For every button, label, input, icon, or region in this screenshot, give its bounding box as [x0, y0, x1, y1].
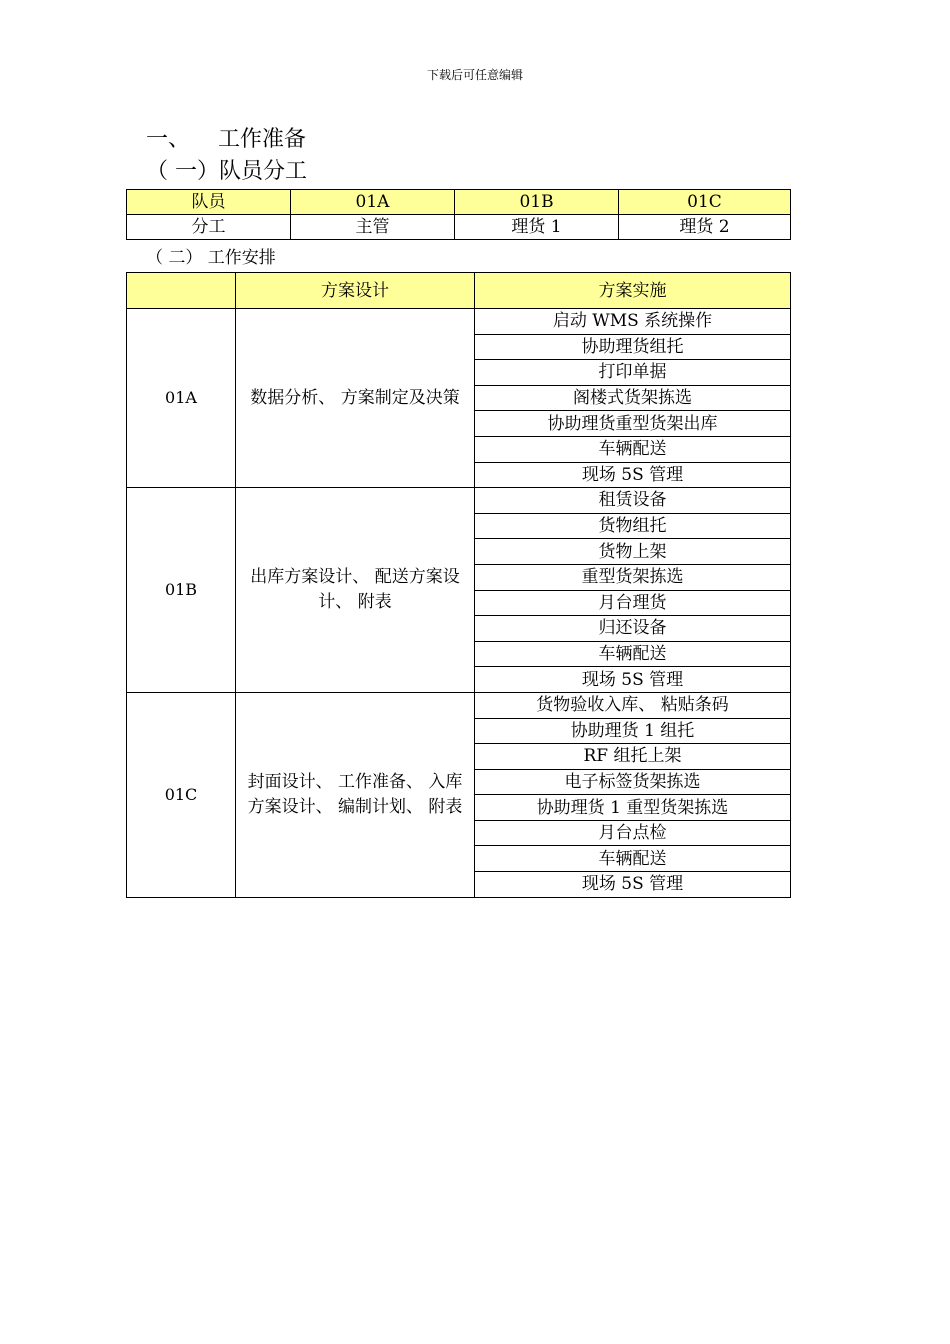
members-header-cell: 01C	[619, 190, 791, 215]
schedule-header-cell: 方案设计	[236, 273, 475, 309]
section-title: 工作准备	[218, 127, 307, 152]
schedule-task-cell: 协助理货 1 组托	[475, 718, 791, 744]
members-header-cell: 队员	[127, 190, 291, 215]
schedule-row	[127, 488, 791, 514]
members-role-cell: 理货 1	[455, 215, 619, 240]
members-table	[126, 189, 791, 240]
schedule-header-row	[127, 273, 791, 309]
schedule-design-cell: 数据分析、 方案制定及决策	[236, 309, 475, 488]
schedule-task-cell: 现场 5S 管理	[475, 667, 791, 693]
schedule-task-cell: 车辆配送	[475, 436, 791, 462]
schedule-row	[127, 692, 791, 718]
members-role-cell: 主管	[291, 215, 455, 240]
schedule-task-cell: RF 组托上架	[475, 744, 791, 770]
section-number: 一、	[146, 127, 191, 152]
schedule-table	[126, 272, 791, 898]
members-header-cell: 01B	[455, 190, 619, 215]
schedule-task-cell: 协助理货重型货架出库	[475, 411, 791, 437]
members-role-cell: 分工	[127, 215, 291, 240]
subsection-heading-members: （ 一）队员分工	[146, 159, 307, 184]
schedule-member-cell: 01A	[127, 309, 236, 488]
schedule-task-cell: 归还设备	[475, 616, 791, 642]
schedule-member-cell: 01C	[127, 692, 236, 897]
schedule-task-cell: 现场 5S 管理	[475, 462, 791, 488]
schedule-task-cell: 货物验收入库、 粘贴条码	[475, 692, 791, 718]
members-role-row	[127, 215, 791, 240]
schedule-row	[127, 309, 791, 335]
schedule-task-cell: 货物上架	[475, 539, 791, 565]
section-heading	[146, 122, 306, 153]
schedule-task-cell: 月台点检	[475, 820, 791, 846]
page-header-note: 下载后可任意编辑	[426, 68, 523, 82]
members-role-cell: 理货 2	[619, 215, 791, 240]
schedule-design-cell: 封面设计、 工作准备、 入库方案设计、 编制计划、 附表	[236, 692, 475, 897]
schedule-task-cell: 打印单据	[475, 360, 791, 386]
subsection-heading-schedule: （ 二） 工作安排	[146, 248, 276, 268]
schedule-header-cell: 方案实施	[475, 273, 791, 309]
schedule-task-cell: 月台理货	[475, 590, 791, 616]
schedule-task-cell: 租赁设备	[475, 488, 791, 514]
schedule-task-cell: 货物组托	[475, 513, 791, 539]
schedule-task-cell: 车辆配送	[475, 846, 791, 872]
schedule-task-cell: 重型货架拣选	[475, 564, 791, 590]
schedule-task-cell: 协助理货 1 重型货架拣选	[475, 795, 791, 821]
schedule-member-cell: 01B	[127, 488, 236, 693]
schedule-task-cell: 协助理货组托	[475, 334, 791, 360]
members-header-row	[127, 190, 791, 215]
schedule-header-cell	[127, 273, 236, 309]
members-header-cell: 01A	[291, 190, 455, 215]
schedule-design-cell: 出库方案设计、 配送方案设计、 附表	[236, 488, 475, 693]
schedule-task-cell: 启动 WMS 系统操作	[475, 309, 791, 335]
schedule-task-cell: 电子标签货架拣选	[475, 769, 791, 795]
schedule-task-cell: 现场 5S 管理	[475, 872, 791, 898]
schedule-task-cell: 车辆配送	[475, 641, 791, 667]
schedule-task-cell: 阁楼式货架拣选	[475, 385, 791, 411]
